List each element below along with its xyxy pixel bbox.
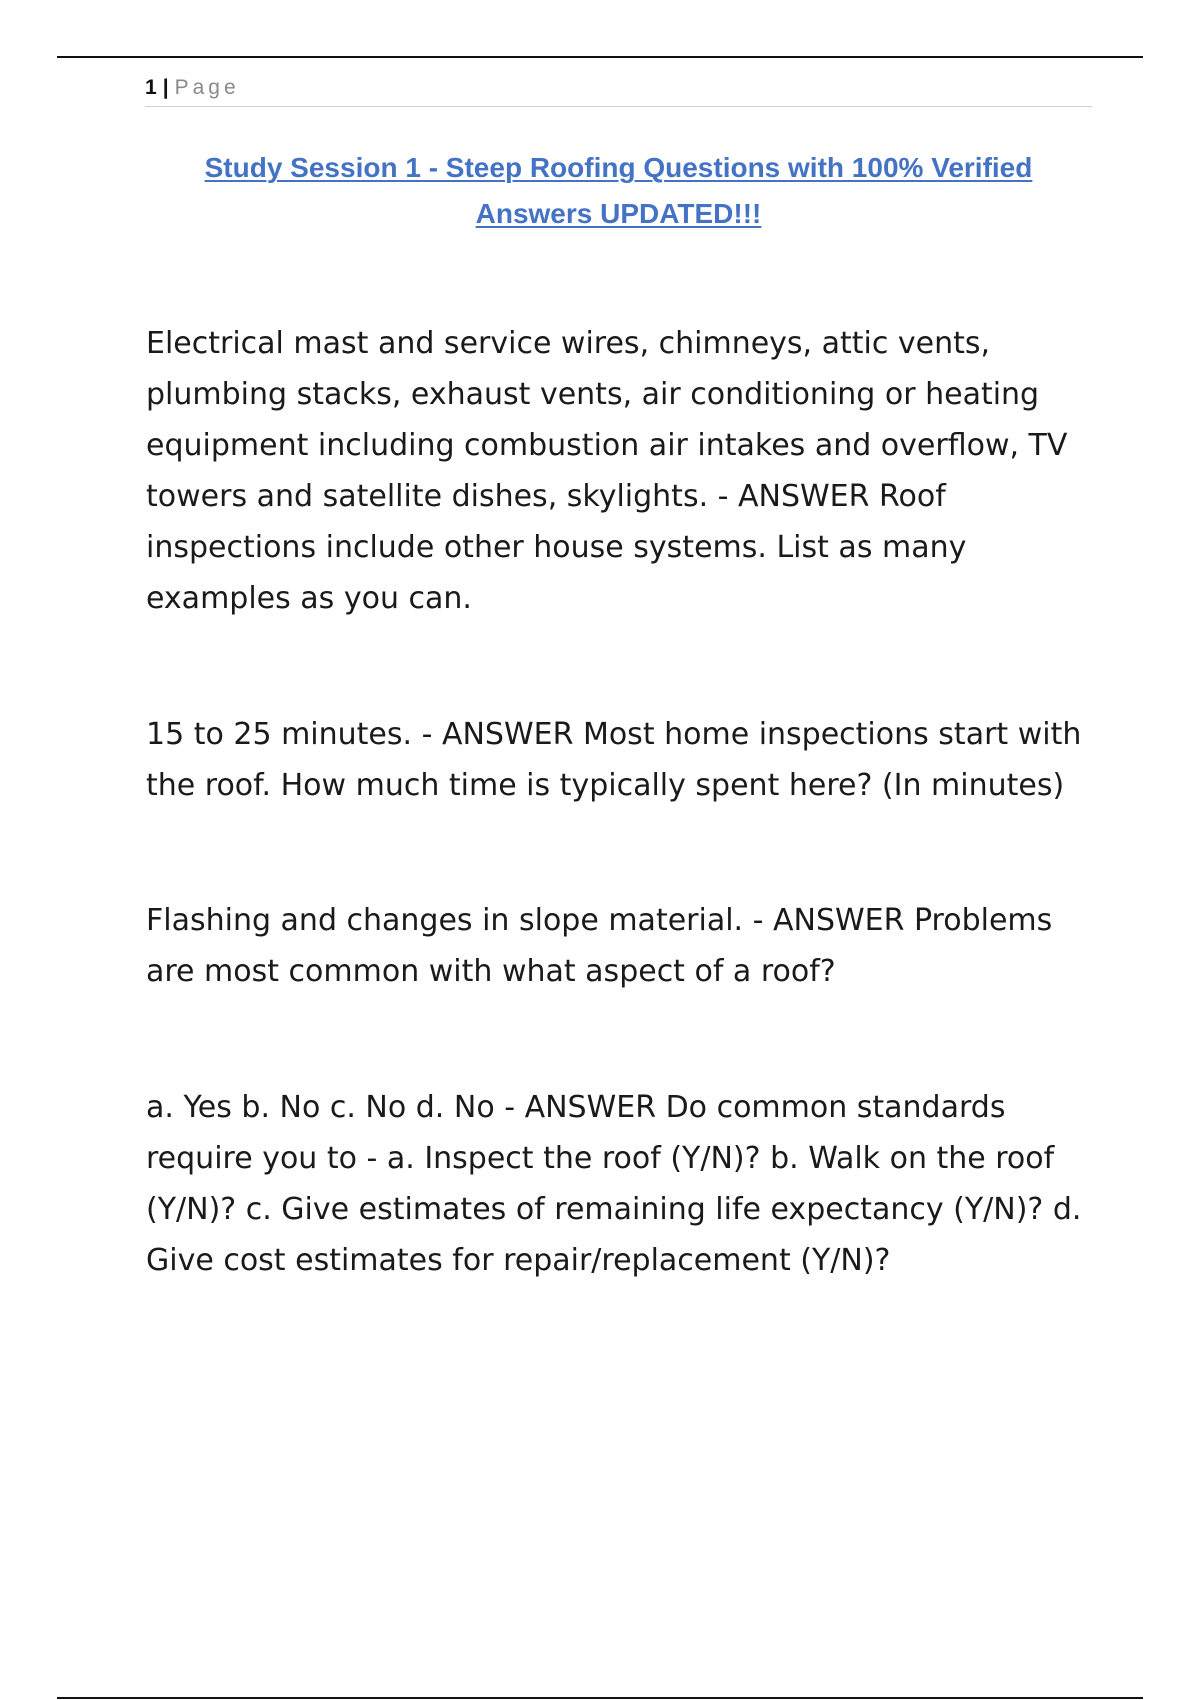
document-title: Study Session 1 - Steep Roofing Questions with 100% Verified Answers UPDATED!!! <box>204 152 1033 229</box>
bottom-rule <box>57 1697 1143 1699</box>
top-rule <box>57 56 1143 58</box>
page-separator: | <box>162 76 169 99</box>
qa-item: Electrical mast and service wires, chimneys, attic vents, plumbing stacks, exhaust vents, air conditioning or heating equipment including combustion air intakes and overflow, TV towers and satellite dishes, skylights. - ANSWER Roof inspections include other house systems. List as many examples as you can. <box>146 326 1068 616</box>
qa-item: 15 to 25 minutes. - ANSWER Most home inspections start with the roof. How much time is typically spent here? (In minutes) <box>146 717 1082 803</box>
qa-item: Flashing and changes in slope material. - ANSWER Problems are most common with what aspect of a roof? <box>146 903 1053 989</box>
page-label: Page <box>174 76 240 99</box>
qa-item: a. Yes b. No c. No d. No - ANSWER Do common standards require you to - a. Inspect the roof (Y/N)? b. Walk on the roof (Y/N)? c. Give estimates of remaining life expectancy (Y/N)? d. Give cost estimates for repair/replacement (Y/N)? <box>146 1090 1082 1278</box>
page-header <box>145 74 1092 107</box>
page-number: 1 <box>145 76 157 99</box>
